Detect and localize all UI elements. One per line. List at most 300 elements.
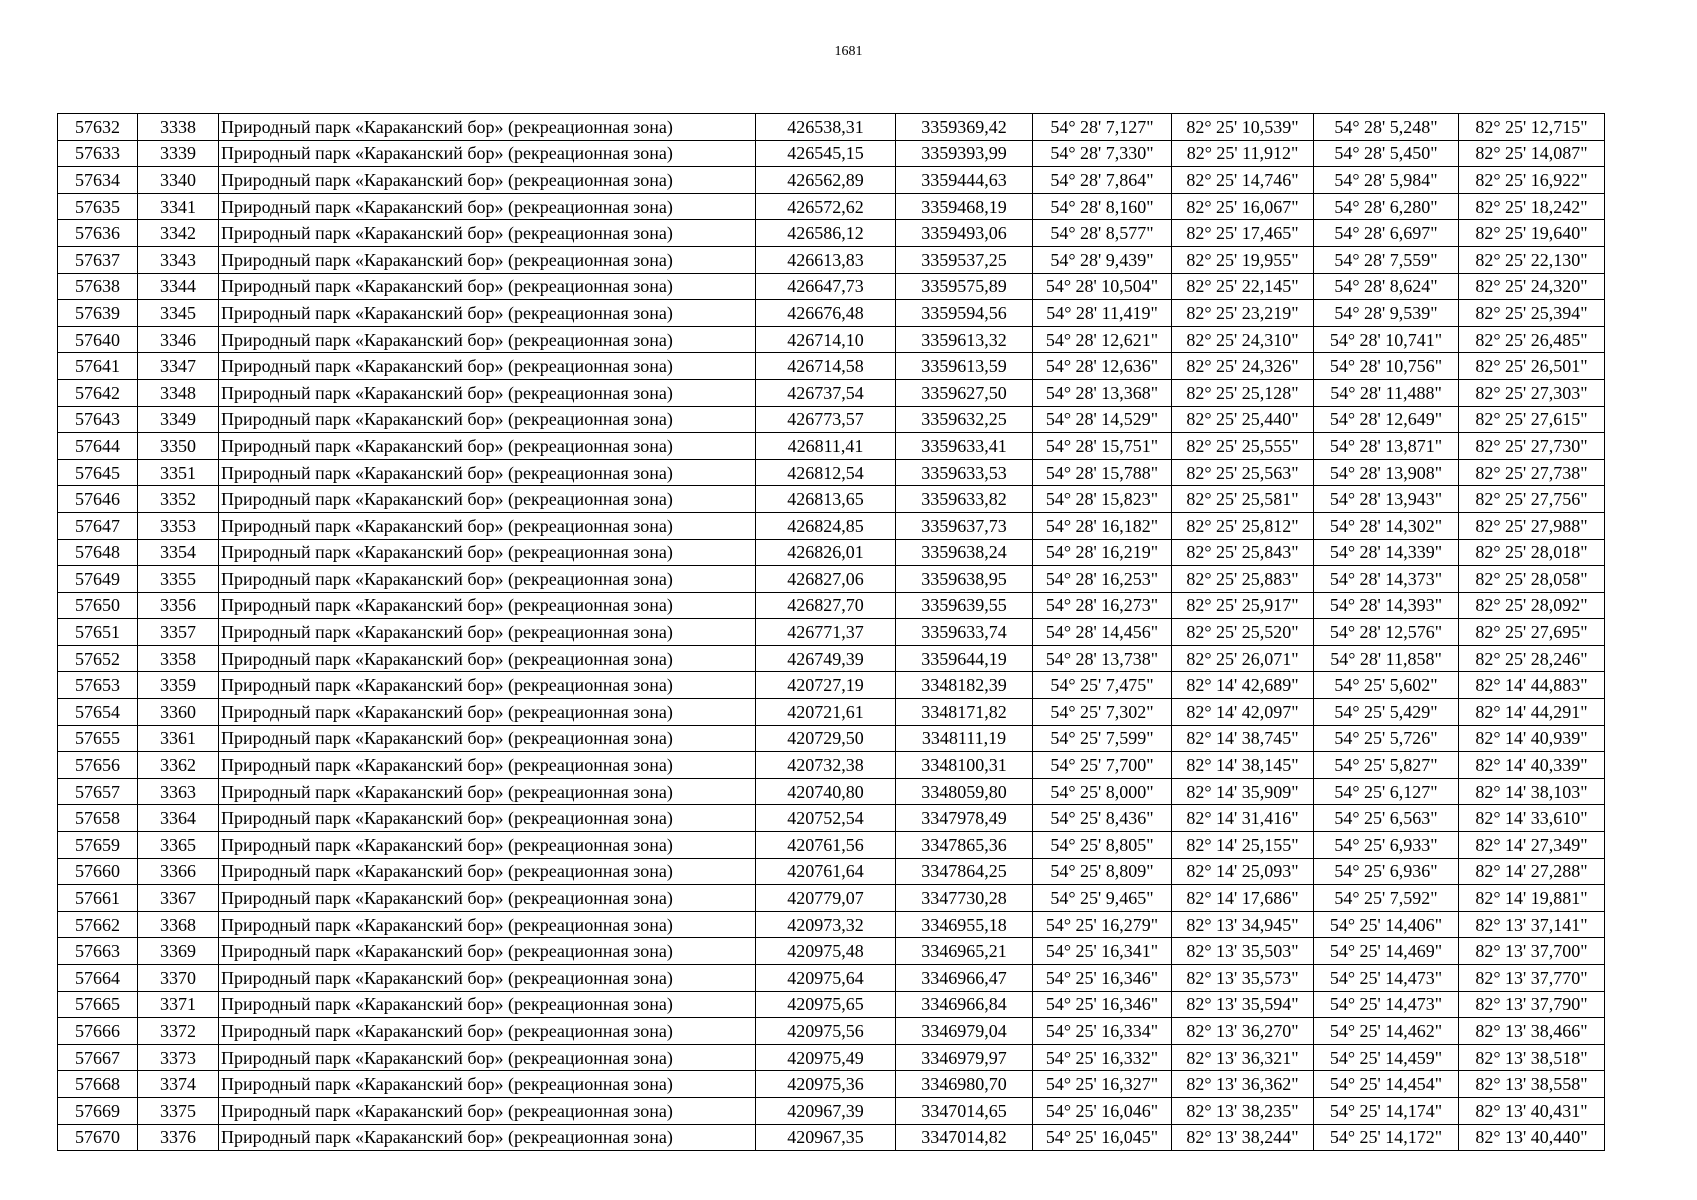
point-number-cell: 3345 bbox=[138, 300, 219, 327]
point-number-cell: 3376 bbox=[138, 1124, 219, 1151]
x-coord-cell: 426714,58 bbox=[756, 353, 896, 380]
lon-a-cell: 82° 25' 25,563" bbox=[1172, 459, 1314, 486]
y-coord-cell: 3347865,36 bbox=[896, 832, 1033, 859]
name-cell: Природный парк «Караканский бор» (рекреационная зона) bbox=[219, 619, 756, 646]
point-number-cell: 3365 bbox=[138, 832, 219, 859]
name-cell: Природный парк «Караканский бор» (рекреационная зона) bbox=[219, 114, 756, 141]
lon-a-cell: 82° 13' 36,270" bbox=[1172, 1018, 1314, 1045]
lon-b-cell: 82° 25' 22,130" bbox=[1459, 246, 1605, 273]
name-cell: Природный парк «Караканский бор» (рекреационная зона) bbox=[219, 1124, 756, 1151]
lat-b-cell: 54° 25' 14,454" bbox=[1314, 1071, 1459, 1098]
x-coord-cell: 426827,70 bbox=[756, 592, 896, 619]
row-number-cell: 57658 bbox=[58, 805, 138, 832]
lat-b-cell: 54° 25' 6,933" bbox=[1314, 832, 1459, 859]
table-row bbox=[58, 167, 1605, 194]
lat-b-cell: 54° 28' 7,559" bbox=[1314, 246, 1459, 273]
table-row bbox=[58, 619, 1605, 646]
lon-a-cell: 82° 25' 25,440" bbox=[1172, 406, 1314, 433]
name-cell: Природный парк «Караканский бор» (рекреационная зона) bbox=[219, 699, 756, 726]
lon-b-cell: 82° 25' 27,988" bbox=[1459, 512, 1605, 539]
y-coord-cell: 3347014,65 bbox=[896, 1097, 1033, 1124]
lat-b-cell: 54° 28' 10,741" bbox=[1314, 326, 1459, 353]
row-number-cell: 57670 bbox=[58, 1124, 138, 1151]
name-cell: Природный парк «Караканский бор» (рекреационная зона) bbox=[219, 991, 756, 1018]
y-coord-cell: 3359639,55 bbox=[896, 592, 1033, 619]
name-cell: Природный парк «Караканский бор» (рекреационная зона) bbox=[219, 805, 756, 832]
table-row bbox=[58, 1018, 1605, 1045]
lat-a-cell: 54° 28' 13,368" bbox=[1033, 379, 1172, 406]
lon-a-cell: 82° 13' 34,945" bbox=[1172, 911, 1314, 938]
x-coord-cell: 426647,73 bbox=[756, 273, 896, 300]
row-number-cell: 57666 bbox=[58, 1018, 138, 1045]
name-cell: Природный парк «Караканский бор» (рекреационная зона) bbox=[219, 459, 756, 486]
point-number-cell: 3355 bbox=[138, 566, 219, 593]
lon-a-cell: 82° 25' 23,219" bbox=[1172, 300, 1314, 327]
x-coord-cell: 426714,10 bbox=[756, 326, 896, 353]
table-row bbox=[58, 459, 1605, 486]
lon-a-cell: 82° 25' 24,326" bbox=[1172, 353, 1314, 380]
point-number-cell: 3343 bbox=[138, 246, 219, 273]
name-cell: Природный парк «Караканский бор» (рекреационная зона) bbox=[219, 433, 756, 460]
x-coord-cell: 420779,07 bbox=[756, 885, 896, 912]
point-number-cell: 3368 bbox=[138, 911, 219, 938]
x-coord-cell: 426562,89 bbox=[756, 167, 896, 194]
y-coord-cell: 3348171,82 bbox=[896, 699, 1033, 726]
lon-b-cell: 82° 13' 37,790" bbox=[1459, 991, 1605, 1018]
page-number: 1681 bbox=[834, 44, 863, 59]
lat-a-cell: 54° 25' 7,475" bbox=[1033, 672, 1172, 699]
y-coord-cell: 3346965,21 bbox=[896, 938, 1033, 965]
y-coord-cell: 3348100,31 bbox=[896, 752, 1033, 779]
lat-b-cell: 54° 28' 14,393" bbox=[1314, 592, 1459, 619]
x-coord-cell: 426586,12 bbox=[756, 220, 896, 247]
lon-b-cell: 82° 14' 33,610" bbox=[1459, 805, 1605, 832]
lat-b-cell: 54° 25' 14,469" bbox=[1314, 938, 1459, 965]
lon-b-cell: 82° 25' 16,922" bbox=[1459, 167, 1605, 194]
lat-b-cell: 54° 28' 10,756" bbox=[1314, 353, 1459, 380]
table-row bbox=[58, 114, 1605, 141]
table-row bbox=[58, 1124, 1605, 1151]
x-coord-cell: 420761,56 bbox=[756, 832, 896, 859]
lon-a-cell: 82° 25' 22,145" bbox=[1172, 273, 1314, 300]
lon-b-cell: 82° 25' 24,320" bbox=[1459, 273, 1605, 300]
table-row bbox=[58, 406, 1605, 433]
point-number-cell: 3339 bbox=[138, 140, 219, 167]
lat-b-cell: 54° 28' 5,450" bbox=[1314, 140, 1459, 167]
lat-b-cell: 54° 25' 14,459" bbox=[1314, 1044, 1459, 1071]
lon-b-cell: 82° 25' 27,756" bbox=[1459, 486, 1605, 513]
name-cell: Природный парк «Караканский бор» (рекреационная зона) bbox=[219, 885, 756, 912]
name-cell: Природный парк «Караканский бор» (рекреационная зона) bbox=[219, 539, 756, 566]
table-row bbox=[58, 326, 1605, 353]
y-coord-cell: 3359638,95 bbox=[896, 566, 1033, 593]
lon-a-cell: 82° 14' 42,097" bbox=[1172, 699, 1314, 726]
lon-a-cell: 82° 25' 25,520" bbox=[1172, 619, 1314, 646]
lat-b-cell: 54° 28' 13,943" bbox=[1314, 486, 1459, 513]
lon-a-cell: 82° 25' 19,955" bbox=[1172, 246, 1314, 273]
name-cell: Природный парк «Караканский бор» (рекреационная зона) bbox=[219, 379, 756, 406]
row-number-cell: 57649 bbox=[58, 566, 138, 593]
lat-a-cell: 54° 28' 15,788" bbox=[1033, 459, 1172, 486]
row-number-cell: 57657 bbox=[58, 778, 138, 805]
lat-a-cell: 54° 25' 16,279" bbox=[1033, 911, 1172, 938]
lon-b-cell: 82° 25' 27,303" bbox=[1459, 379, 1605, 406]
lat-b-cell: 54° 25' 14,174" bbox=[1314, 1097, 1459, 1124]
lat-b-cell: 54° 28' 6,697" bbox=[1314, 220, 1459, 247]
name-cell: Природный парк «Караканский бор» (рекреационная зона) bbox=[219, 353, 756, 380]
table-row bbox=[58, 1044, 1605, 1071]
y-coord-cell: 3346979,97 bbox=[896, 1044, 1033, 1071]
row-number-cell: 57639 bbox=[58, 300, 138, 327]
lon-b-cell: 82° 25' 28,058" bbox=[1459, 566, 1605, 593]
y-coord-cell: 3346955,18 bbox=[896, 911, 1033, 938]
point-number-cell: 3374 bbox=[138, 1071, 219, 1098]
row-number-cell: 57651 bbox=[58, 619, 138, 646]
table-row bbox=[58, 858, 1605, 885]
y-coord-cell: 3359633,53 bbox=[896, 459, 1033, 486]
y-coord-cell: 3346980,70 bbox=[896, 1071, 1033, 1098]
point-number-cell: 3357 bbox=[138, 619, 219, 646]
table-row bbox=[58, 486, 1605, 513]
lat-b-cell: 54° 28' 11,858" bbox=[1314, 645, 1459, 672]
point-number-cell: 3344 bbox=[138, 273, 219, 300]
x-coord-cell: 420967,39 bbox=[756, 1097, 896, 1124]
lon-b-cell: 82° 14' 44,291" bbox=[1459, 699, 1605, 726]
lon-b-cell: 82° 25' 12,715" bbox=[1459, 114, 1605, 141]
lon-a-cell: 82° 13' 36,321" bbox=[1172, 1044, 1314, 1071]
table-row bbox=[58, 220, 1605, 247]
y-coord-cell: 3359613,32 bbox=[896, 326, 1033, 353]
y-coord-cell: 3347978,49 bbox=[896, 805, 1033, 832]
x-coord-cell: 426545,15 bbox=[756, 140, 896, 167]
table-row bbox=[58, 512, 1605, 539]
x-coord-cell: 420729,50 bbox=[756, 725, 896, 752]
lon-b-cell: 82° 25' 26,485" bbox=[1459, 326, 1605, 353]
lat-a-cell: 54° 28' 16,273" bbox=[1033, 592, 1172, 619]
x-coord-cell: 420973,32 bbox=[756, 911, 896, 938]
lat-b-cell: 54° 28' 14,339" bbox=[1314, 539, 1459, 566]
coordinates-table bbox=[57, 113, 1605, 1151]
x-coord-cell: 420975,64 bbox=[756, 965, 896, 992]
lat-a-cell: 54° 28' 11,419" bbox=[1033, 300, 1172, 327]
lon-b-cell: 82° 13' 40,431" bbox=[1459, 1097, 1605, 1124]
point-number-cell: 3350 bbox=[138, 433, 219, 460]
lon-b-cell: 82° 13' 38,466" bbox=[1459, 1018, 1605, 1045]
lat-a-cell: 54° 25' 16,327" bbox=[1033, 1071, 1172, 1098]
lat-a-cell: 54° 28' 15,823" bbox=[1033, 486, 1172, 513]
row-number-cell: 57642 bbox=[58, 379, 138, 406]
point-number-cell: 3348 bbox=[138, 379, 219, 406]
name-cell: Природный парк «Караканский бор» (рекреационная зона) bbox=[219, 193, 756, 220]
name-cell: Природный парк «Караканский бор» (рекреационная зона) bbox=[219, 167, 756, 194]
lon-a-cell: 82° 25' 17,465" bbox=[1172, 220, 1314, 247]
row-number-cell: 57636 bbox=[58, 220, 138, 247]
lat-a-cell: 54° 28' 16,253" bbox=[1033, 566, 1172, 593]
lat-b-cell: 54° 25' 5,602" bbox=[1314, 672, 1459, 699]
row-number-cell: 57632 bbox=[58, 114, 138, 141]
name-cell: Природный парк «Караканский бор» (рекреационная зона) bbox=[219, 1071, 756, 1098]
lon-a-cell: 82° 25' 25,883" bbox=[1172, 566, 1314, 593]
lat-a-cell: 54° 28' 7,864" bbox=[1033, 167, 1172, 194]
point-number-cell: 3359 bbox=[138, 672, 219, 699]
lat-a-cell: 54° 28' 10,504" bbox=[1033, 273, 1172, 300]
lon-b-cell: 82° 13' 38,518" bbox=[1459, 1044, 1605, 1071]
name-cell: Природный парк «Караканский бор» (рекреационная зона) bbox=[219, 938, 756, 965]
lat-a-cell: 54° 25' 8,809" bbox=[1033, 858, 1172, 885]
table-row bbox=[58, 433, 1605, 460]
lat-a-cell: 54° 28' 8,577" bbox=[1033, 220, 1172, 247]
lon-b-cell: 82° 14' 19,881" bbox=[1459, 885, 1605, 912]
lon-b-cell: 82° 25' 28,246" bbox=[1459, 645, 1605, 672]
lat-a-cell: 54° 28' 16,182" bbox=[1033, 512, 1172, 539]
lon-a-cell: 82° 14' 25,093" bbox=[1172, 858, 1314, 885]
row-number-cell: 57653 bbox=[58, 672, 138, 699]
lat-b-cell: 54° 25' 14,462" bbox=[1314, 1018, 1459, 1045]
x-coord-cell: 426572,62 bbox=[756, 193, 896, 220]
lat-b-cell: 54° 25' 5,827" bbox=[1314, 752, 1459, 779]
lat-a-cell: 54° 28' 16,219" bbox=[1033, 539, 1172, 566]
name-cell: Природный парк «Караканский бор» (рекреационная зона) bbox=[219, 246, 756, 273]
lon-b-cell: 82° 25' 28,092" bbox=[1459, 592, 1605, 619]
row-number-cell: 57634 bbox=[58, 167, 138, 194]
table-row bbox=[58, 885, 1605, 912]
lat-a-cell: 54° 25' 16,046" bbox=[1033, 1097, 1172, 1124]
row-number-cell: 57664 bbox=[58, 965, 138, 992]
x-coord-cell: 426811,41 bbox=[756, 433, 896, 460]
table-row bbox=[58, 938, 1605, 965]
row-number-cell: 57659 bbox=[58, 832, 138, 859]
lon-b-cell: 82° 25' 27,730" bbox=[1459, 433, 1605, 460]
lon-b-cell: 82° 14' 38,103" bbox=[1459, 778, 1605, 805]
lon-a-cell: 82° 25' 11,912" bbox=[1172, 140, 1314, 167]
lon-a-cell: 82° 25' 10,539" bbox=[1172, 114, 1314, 141]
lat-a-cell: 54° 28' 7,127" bbox=[1033, 114, 1172, 141]
name-cell: Природный парк «Караканский бор» (рекреационная зона) bbox=[219, 1018, 756, 1045]
x-coord-cell: 420967,35 bbox=[756, 1124, 896, 1151]
lon-b-cell: 82° 25' 27,738" bbox=[1459, 459, 1605, 486]
lon-b-cell: 82° 25' 19,640" bbox=[1459, 220, 1605, 247]
name-cell: Природный парк «Караканский бор» (рекреационная зона) bbox=[219, 965, 756, 992]
x-coord-cell: 420732,38 bbox=[756, 752, 896, 779]
lat-b-cell: 54° 28' 5,984" bbox=[1314, 167, 1459, 194]
name-cell: Природный парк «Караканский бор» (рекреационная зона) bbox=[219, 911, 756, 938]
lon-a-cell: 82° 25' 25,555" bbox=[1172, 433, 1314, 460]
lat-b-cell: 54° 25' 5,429" bbox=[1314, 699, 1459, 726]
name-cell: Природный парк «Караканский бор» (рекреационная зона) bbox=[219, 220, 756, 247]
y-coord-cell: 3359594,56 bbox=[896, 300, 1033, 327]
point-number-cell: 3372 bbox=[138, 1018, 219, 1045]
lon-a-cell: 82° 14' 25,155" bbox=[1172, 832, 1314, 859]
lon-b-cell: 82° 25' 26,501" bbox=[1459, 353, 1605, 380]
table-row bbox=[58, 965, 1605, 992]
x-coord-cell: 420975,49 bbox=[756, 1044, 896, 1071]
point-number-cell: 3361 bbox=[138, 725, 219, 752]
x-coord-cell: 426737,54 bbox=[756, 379, 896, 406]
x-coord-cell: 426813,65 bbox=[756, 486, 896, 513]
lon-a-cell: 82° 25' 25,812" bbox=[1172, 512, 1314, 539]
point-number-cell: 3356 bbox=[138, 592, 219, 619]
lon-a-cell: 82° 25' 25,128" bbox=[1172, 379, 1314, 406]
row-number-cell: 57641 bbox=[58, 353, 138, 380]
row-number-cell: 57660 bbox=[58, 858, 138, 885]
lon-a-cell: 82° 25' 14,746" bbox=[1172, 167, 1314, 194]
row-number-cell: 57656 bbox=[58, 752, 138, 779]
lon-b-cell: 82° 25' 14,087" bbox=[1459, 140, 1605, 167]
lon-a-cell: 82° 14' 38,745" bbox=[1172, 725, 1314, 752]
x-coord-cell: 426749,39 bbox=[756, 645, 896, 672]
row-number-cell: 57655 bbox=[58, 725, 138, 752]
y-coord-cell: 3359637,73 bbox=[896, 512, 1033, 539]
y-coord-cell: 3359575,89 bbox=[896, 273, 1033, 300]
row-number-cell: 57647 bbox=[58, 512, 138, 539]
x-coord-cell: 420727,19 bbox=[756, 672, 896, 699]
row-number-cell: 57633 bbox=[58, 140, 138, 167]
lat-b-cell: 54° 25' 6,936" bbox=[1314, 858, 1459, 885]
row-number-cell: 57661 bbox=[58, 885, 138, 912]
name-cell: Природный парк «Караканский бор» (рекреационная зона) bbox=[219, 273, 756, 300]
y-coord-cell: 3347864,25 bbox=[896, 858, 1033, 885]
row-number-cell: 57638 bbox=[58, 273, 138, 300]
lat-b-cell: 54° 25' 14,473" bbox=[1314, 991, 1459, 1018]
x-coord-cell: 420740,80 bbox=[756, 778, 896, 805]
name-cell: Природный парк «Караканский бор» (рекреационная зона) bbox=[219, 512, 756, 539]
point-number-cell: 3347 bbox=[138, 353, 219, 380]
table-row bbox=[58, 672, 1605, 699]
y-coord-cell: 3359633,82 bbox=[896, 486, 1033, 513]
row-number-cell: 57635 bbox=[58, 193, 138, 220]
y-coord-cell: 3348111,19 bbox=[896, 725, 1033, 752]
lat-b-cell: 54° 25' 6,127" bbox=[1314, 778, 1459, 805]
y-coord-cell: 3359638,24 bbox=[896, 539, 1033, 566]
table-row bbox=[58, 539, 1605, 566]
x-coord-cell: 420975,65 bbox=[756, 991, 896, 1018]
lon-b-cell: 82° 25' 25,394" bbox=[1459, 300, 1605, 327]
lat-a-cell: 54° 25' 7,302" bbox=[1033, 699, 1172, 726]
lon-a-cell: 82° 14' 31,416" bbox=[1172, 805, 1314, 832]
x-coord-cell: 426812,54 bbox=[756, 459, 896, 486]
lat-b-cell: 54° 28' 5,248" bbox=[1314, 114, 1459, 141]
lat-b-cell: 54° 25' 7,592" bbox=[1314, 885, 1459, 912]
name-cell: Природный парк «Караканский бор» (рекреационная зона) bbox=[219, 1044, 756, 1071]
lon-b-cell: 82° 25' 27,615" bbox=[1459, 406, 1605, 433]
lat-b-cell: 54° 25' 14,172" bbox=[1314, 1124, 1459, 1151]
lon-b-cell: 82° 13' 38,558" bbox=[1459, 1071, 1605, 1098]
lon-b-cell: 82° 14' 27,349" bbox=[1459, 832, 1605, 859]
table-row bbox=[58, 1097, 1605, 1124]
row-number-cell: 57668 bbox=[58, 1071, 138, 1098]
table-row bbox=[58, 805, 1605, 832]
point-number-cell: 3346 bbox=[138, 326, 219, 353]
lat-b-cell: 54° 28' 14,302" bbox=[1314, 512, 1459, 539]
x-coord-cell: 426827,06 bbox=[756, 566, 896, 593]
lon-b-cell: 82° 14' 40,939" bbox=[1459, 725, 1605, 752]
point-number-cell: 3366 bbox=[138, 858, 219, 885]
lon-a-cell: 82° 13' 38,244" bbox=[1172, 1124, 1314, 1151]
name-cell: Природный парк «Караканский бор» (рекреационная зона) bbox=[219, 326, 756, 353]
lat-b-cell: 54° 25' 14,473" bbox=[1314, 965, 1459, 992]
x-coord-cell: 420975,48 bbox=[756, 938, 896, 965]
y-coord-cell: 3359632,25 bbox=[896, 406, 1033, 433]
y-coord-cell: 3359537,25 bbox=[896, 246, 1033, 273]
point-number-cell: 3354 bbox=[138, 539, 219, 566]
name-cell: Природный парк «Караканский бор» (рекреационная зона) bbox=[219, 592, 756, 619]
lon-b-cell: 82° 14' 27,288" bbox=[1459, 858, 1605, 885]
name-cell: Природный парк «Караканский бор» (рекреационная зона) bbox=[219, 672, 756, 699]
lat-a-cell: 54° 25' 7,700" bbox=[1033, 752, 1172, 779]
y-coord-cell: 3359468,19 bbox=[896, 193, 1033, 220]
row-number-cell: 57646 bbox=[58, 486, 138, 513]
row-number-cell: 57665 bbox=[58, 991, 138, 1018]
y-coord-cell: 3359613,59 bbox=[896, 353, 1033, 380]
lat-b-cell: 54° 25' 6,563" bbox=[1314, 805, 1459, 832]
lat-a-cell: 54° 28' 12,636" bbox=[1033, 353, 1172, 380]
x-coord-cell: 420721,61 bbox=[756, 699, 896, 726]
point-number-cell: 3363 bbox=[138, 778, 219, 805]
point-number-cell: 3373 bbox=[138, 1044, 219, 1071]
x-coord-cell: 420975,56 bbox=[756, 1018, 896, 1045]
name-cell: Природный парк «Караканский бор» (рекреационная зона) bbox=[219, 752, 756, 779]
point-number-cell: 3375 bbox=[138, 1097, 219, 1124]
lon-b-cell: 82° 13' 37,700" bbox=[1459, 938, 1605, 965]
table-row bbox=[58, 1071, 1605, 1098]
row-number-cell: 57667 bbox=[58, 1044, 138, 1071]
lon-a-cell: 82° 25' 25,917" bbox=[1172, 592, 1314, 619]
lat-b-cell: 54° 28' 8,624" bbox=[1314, 273, 1459, 300]
lon-b-cell: 82° 25' 18,242" bbox=[1459, 193, 1605, 220]
y-coord-cell: 3359444,63 bbox=[896, 167, 1033, 194]
lat-a-cell: 54° 25' 16,346" bbox=[1033, 965, 1172, 992]
name-cell: Природный парк «Караканский бор» (рекреационная зона) bbox=[219, 832, 756, 859]
y-coord-cell: 3347014,82 bbox=[896, 1124, 1033, 1151]
table-row bbox=[58, 778, 1605, 805]
lon-a-cell: 82° 25' 25,843" bbox=[1172, 539, 1314, 566]
lon-a-cell: 82° 13' 36,362" bbox=[1172, 1071, 1314, 1098]
y-coord-cell: 3359393,99 bbox=[896, 140, 1033, 167]
lon-b-cell: 82° 13' 40,440" bbox=[1459, 1124, 1605, 1151]
name-cell: Природный парк «Караканский бор» (рекреационная зона) bbox=[219, 300, 756, 327]
lat-b-cell: 54° 28' 12,649" bbox=[1314, 406, 1459, 433]
name-cell: Природный парк «Караканский бор» (рекреационная зона) bbox=[219, 1097, 756, 1124]
name-cell: Природный парк «Караканский бор» (рекреационная зона) bbox=[219, 566, 756, 593]
lat-a-cell: 54° 28' 14,529" bbox=[1033, 406, 1172, 433]
y-coord-cell: 3347730,28 bbox=[896, 885, 1033, 912]
row-number-cell: 57640 bbox=[58, 326, 138, 353]
point-number-cell: 3367 bbox=[138, 885, 219, 912]
lat-a-cell: 54° 25' 16,346" bbox=[1033, 991, 1172, 1018]
name-cell: Природный парк «Караканский бор» (рекреационная зона) bbox=[219, 645, 756, 672]
y-coord-cell: 3348182,39 bbox=[896, 672, 1033, 699]
name-cell: Природный парк «Караканский бор» (рекреационная зона) bbox=[219, 725, 756, 752]
x-coord-cell: 426773,57 bbox=[756, 406, 896, 433]
lon-a-cell: 82° 14' 42,689" bbox=[1172, 672, 1314, 699]
lon-a-cell: 82° 13' 35,503" bbox=[1172, 938, 1314, 965]
lat-a-cell: 54° 25' 9,465" bbox=[1033, 885, 1172, 912]
point-number-cell: 3340 bbox=[138, 167, 219, 194]
table-row bbox=[58, 193, 1605, 220]
lat-b-cell: 54° 28' 11,488" bbox=[1314, 379, 1459, 406]
table-row bbox=[58, 991, 1605, 1018]
lat-a-cell: 54° 28' 12,621" bbox=[1033, 326, 1172, 353]
lon-a-cell: 82° 13' 38,235" bbox=[1172, 1097, 1314, 1124]
lon-b-cell: 82° 14' 44,883" bbox=[1459, 672, 1605, 699]
point-number-cell: 3349 bbox=[138, 406, 219, 433]
lat-a-cell: 54° 25' 16,332" bbox=[1033, 1044, 1172, 1071]
table-row bbox=[58, 832, 1605, 859]
y-coord-cell: 3359369,42 bbox=[896, 114, 1033, 141]
x-coord-cell: 426613,83 bbox=[756, 246, 896, 273]
lon-a-cell: 82° 25' 26,071" bbox=[1172, 645, 1314, 672]
lat-b-cell: 54° 28' 13,871" bbox=[1314, 433, 1459, 460]
